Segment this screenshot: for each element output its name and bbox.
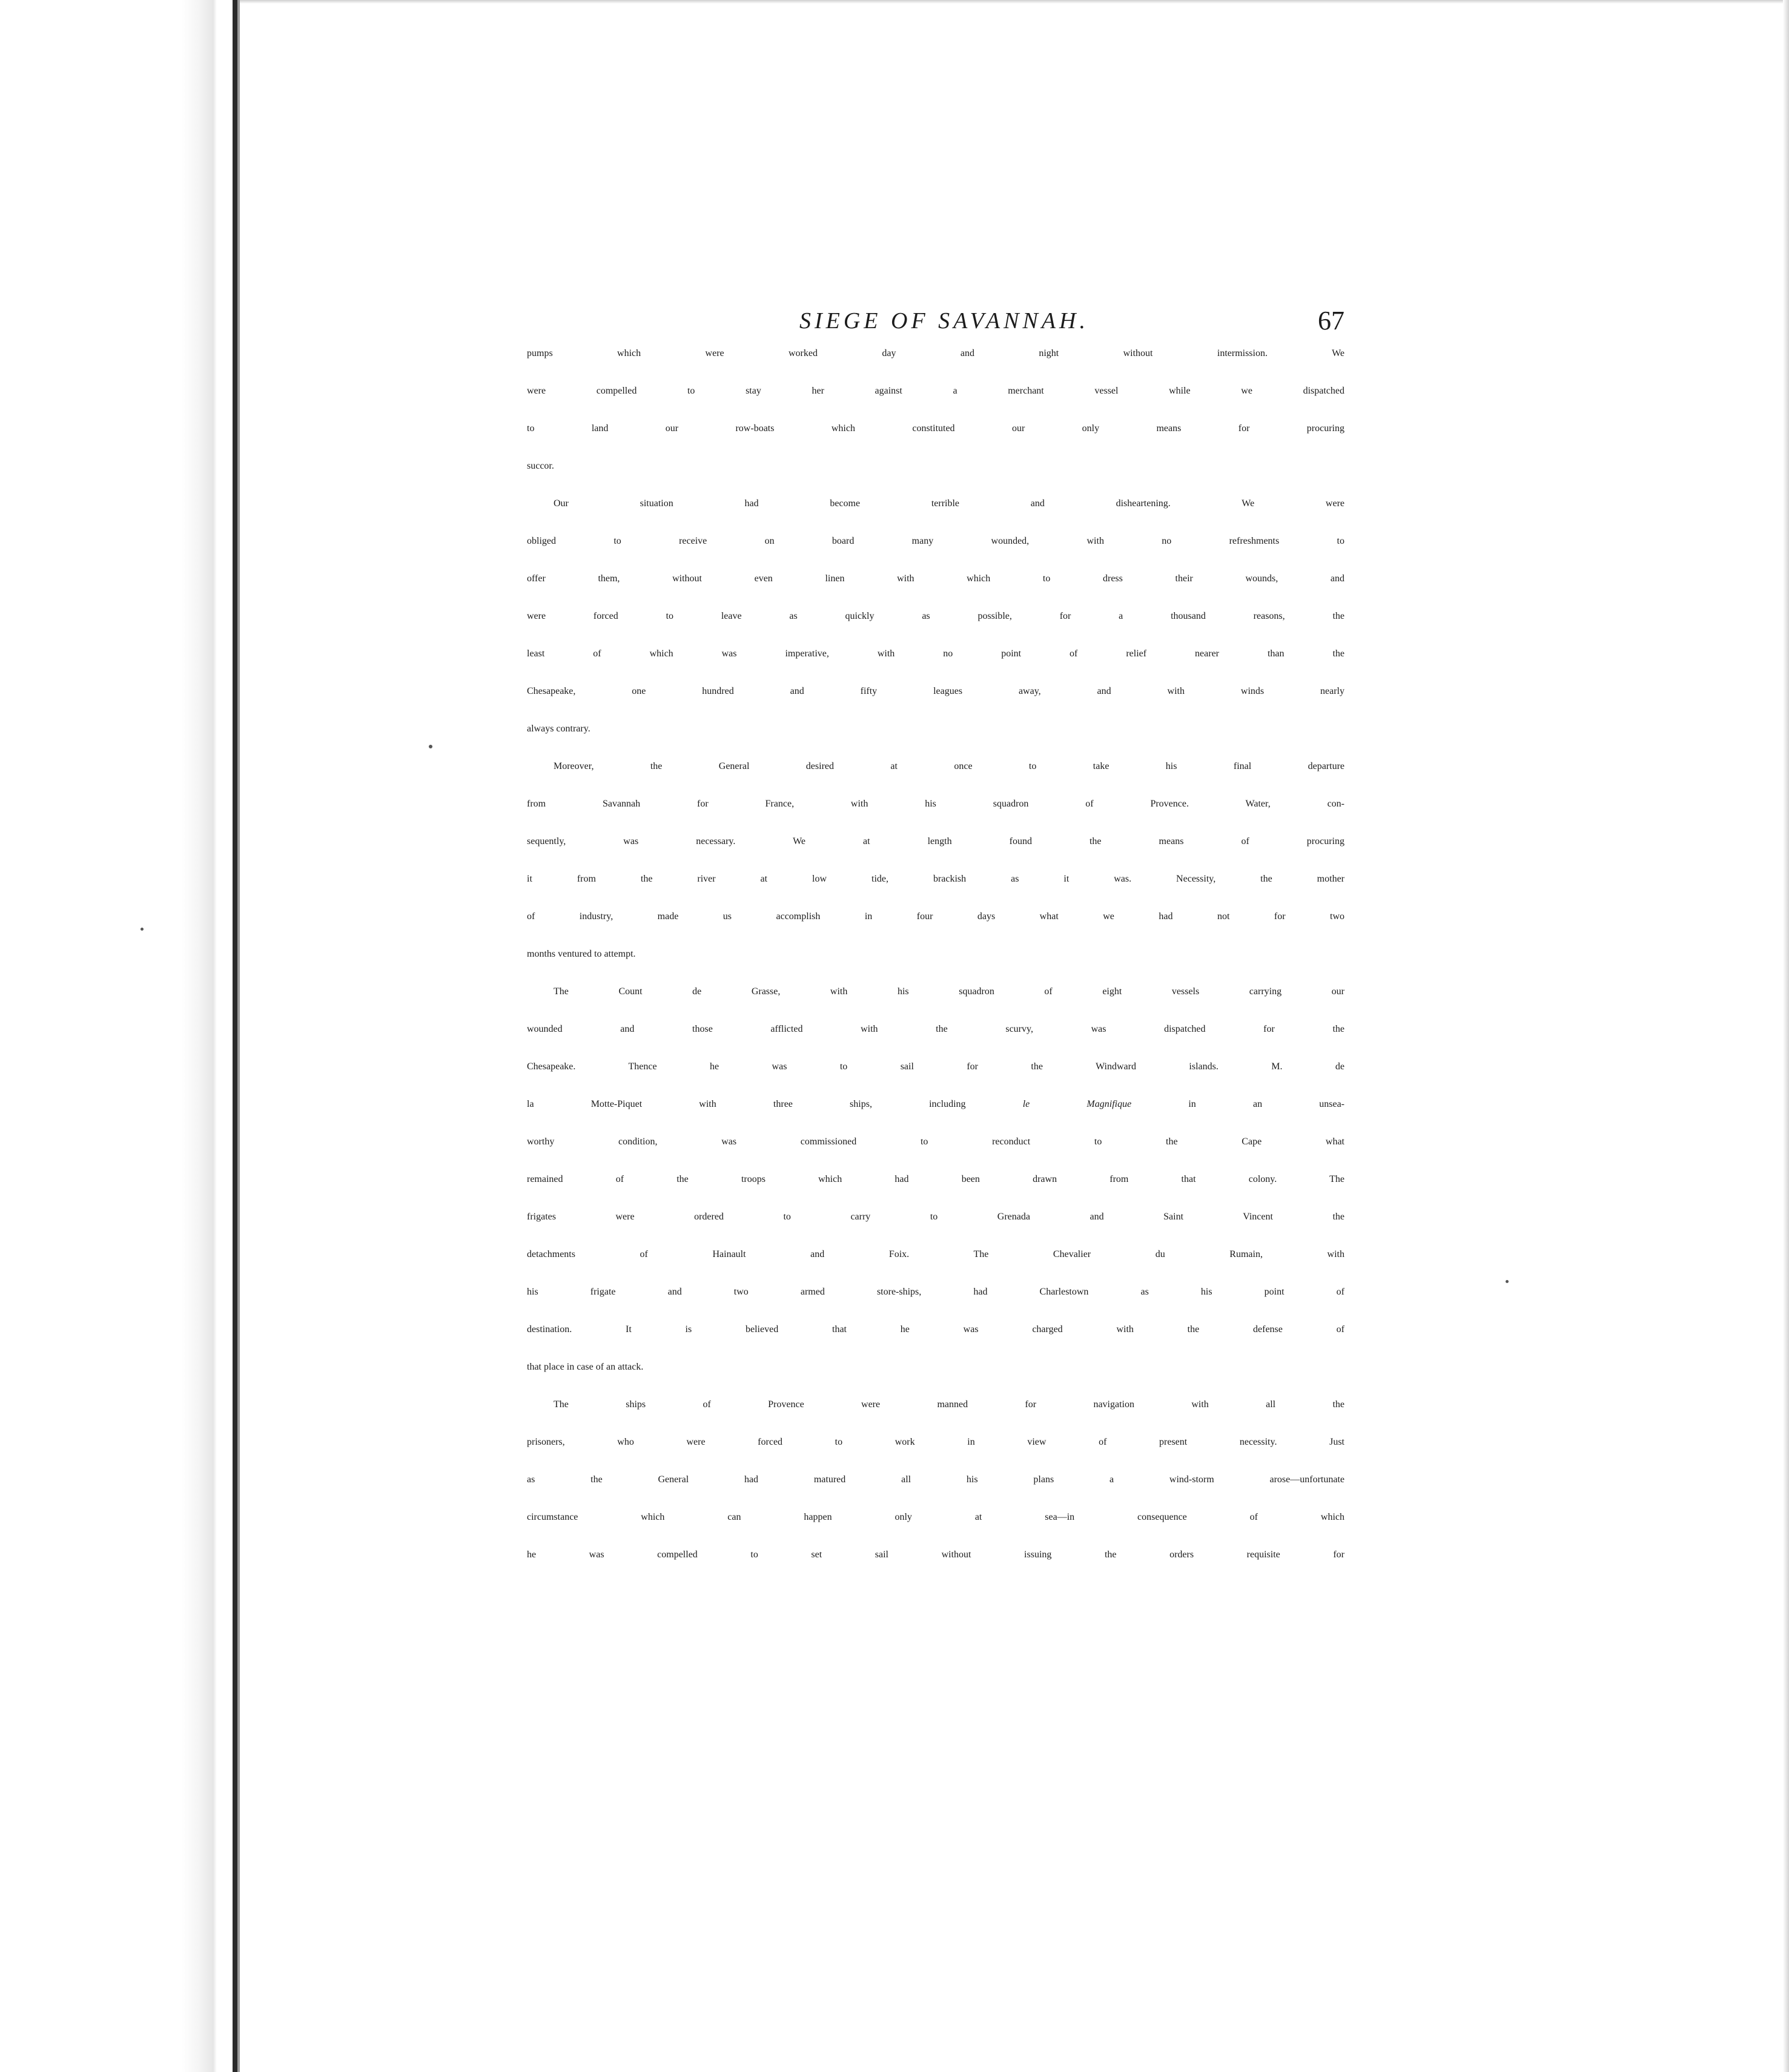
text-line: Chesapeake. Thence he was to sail for the Windward islands. M. de [527,1061,1344,1072]
text-line: were forced to leave as quickly as possible, for a thousand reasons, the [527,611,1344,621]
paragraph [527,986,1344,1399]
scan-speck [429,745,432,748]
text-line: succor. [527,461,554,471]
text-line-with-italic [527,1099,1344,1137]
text-line: obliged to receive on board many wounded, with no refreshments to [527,536,1344,546]
text-line: frigates were ordered to carry to Grenada and Saint Vincent the [527,1212,1344,1222]
text-line: detachments of Hainault and Foix. The Chevalier du Rumain, with [527,1249,1344,1259]
text-line: prisoners, who were forced to work in view of present necessity. Just [527,1437,1344,1447]
running-head [527,303,1344,339]
text-line: to land our row-boats which constituted our only means for procuring [527,423,1344,434]
paragraph [527,348,1344,498]
book-spine-edge [233,0,237,2072]
text-line: worthy condition, was commissioned to reconduct to the Cape what [527,1137,1344,1147]
book-spine-shadow [237,0,240,2072]
paragraph [527,761,1344,986]
text-line: were compelled to stay her against a merchant vessel while we dispatched [527,386,1344,396]
paragraph [527,1399,1344,1587]
text-segment: in an unsea- [1131,1099,1344,1109]
scan-speck [1506,1280,1509,1283]
page-right-edge [1783,0,1789,2072]
page-top-edge [240,0,1789,4]
text-line: his frigate and two armed store-ships, had Charlestown as his point of [527,1287,1344,1297]
text-line: always contrary. [527,724,590,734]
text-line: The ships of Provence were manned for navigation with all the [554,1399,1344,1410]
text-line: months ventured to attempt. [527,949,636,959]
text-line: wounded and those afflicted with the scurvy, was dispatched for the [527,1024,1344,1034]
running-title: SIEGE OF SAVANNAH. [799,308,1089,334]
ship-name-italic: le Magnifique [1022,1099,1132,1109]
text-line: Chesapeake, one hundred and fifty leagues away, and with winds nearly [527,686,1344,696]
text-line: Our situation had become terrible and disheartening. We were [554,498,1344,509]
page-gutter [0,0,242,2072]
text-line: sequently, was necessary. We at length found the means of procuring [527,836,1344,846]
page-number: 67 [1318,306,1344,335]
text-line: remained of the troops which had been drawn from that colony. The [527,1174,1344,1184]
text-line: circumstance which can happen only at sea—in consequence of which [527,1512,1344,1522]
text-line: as the General had matured all his plans a wind-storm arose—unfortunate [527,1474,1344,1485]
paragraph [527,498,1344,761]
text-line: he was compelled to set sail without issuing the orders requisite for [527,1549,1344,1560]
text-line: destination. It is believed that he was charged with the defense of [527,1324,1344,1335]
scan-speck [141,928,144,931]
text-line: of industry, made us accomplish in four days what we had not for two [527,911,1344,922]
text-line: that place in case of an attack. [527,1362,644,1372]
text-segment: la Motte-Piquet with three ships, including [527,1099,1023,1109]
text-line: The Count de Grasse, with his squadron of eight vessels carrying our [554,986,1344,997]
text-line: from Savannah for France, with his squadron of Provence. Water, con- [527,799,1344,809]
text-line: it from the river at low tide, brackish as it was. Necessity, the mother [527,874,1344,884]
body-text [527,348,1344,1587]
text-line: Moreover, the General desired at once to take his final departure [554,761,1344,771]
text-line: pumps which were worked day and night without intermission. We [527,348,1344,358]
text-line: least of which was imperative, with no point of relief nearer than the [527,648,1344,659]
text-line: offer them, without even linen with which to dress their wounds, and [527,573,1344,584]
